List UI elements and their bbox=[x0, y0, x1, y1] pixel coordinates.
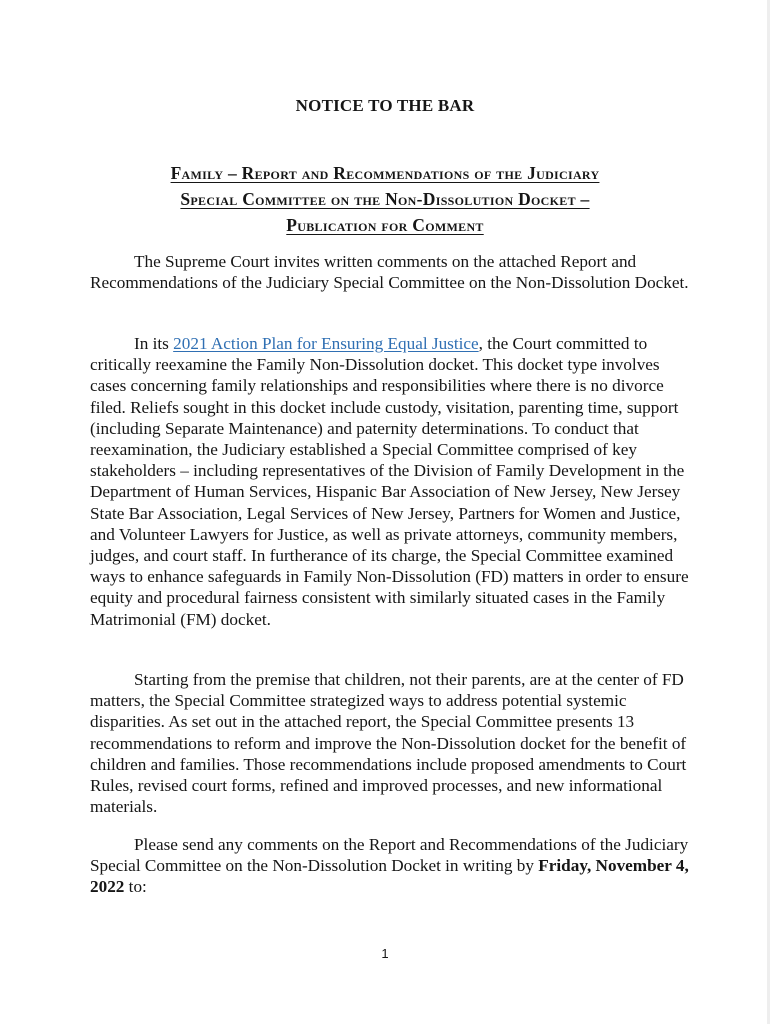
document-title bbox=[90, 160, 680, 238]
paragraph-4-text: Please send any comments on the Report and Recommendations of the Judiciary Special Committee on the Non-Dissolution Docket in writing by bbox=[90, 835, 689, 876]
paragraph-1-text: The Supreme Court invites written comments on the attached Report and Recommendations of the Judiciary Special Committee on the Non-Dissolution Docket. bbox=[90, 252, 689, 293]
title-line-2: Special Committee on the Non-Dissolution Docket – bbox=[180, 189, 590, 209]
paragraph-recommendations bbox=[90, 669, 690, 817]
paragraph-invitation bbox=[90, 251, 690, 293]
paragraph-comments bbox=[90, 834, 690, 898]
title-line-3: Publication for Comment bbox=[286, 215, 484, 235]
title-line-1: Family – Report and Recommendations of the Judiciary bbox=[170, 163, 600, 183]
paragraph-4-suffix: to: bbox=[124, 877, 147, 897]
comment-deadline: Friday, November 4, 2022 bbox=[90, 856, 689, 897]
notice-heading: NOTICE TO THE BAR bbox=[295, 96, 475, 115]
action-plan-link[interactable]: 2021 Action Plan for Ensuring Equal Justice bbox=[173, 334, 479, 353]
paragraph-2-text: , the Court committed to critically reexamine the Family Non-Dissolution docket. This docket type involves cases concerning family relationships and responsibilities where there is no divorce filed. Reliefs sought in this docket include custody, visitation, parenting time, support (including Separate Maintenance) and paternity determinations. To conduct that reexamination, the Judiciary established a Special Committee comprised of key stakeholders – including representatives of the Division of Family Development in the Department of Human Services, Hispanic Bar Association of New Jersey, New Jersey State Bar Association, Legal Services of New Jersey, Partners for Women and Justice, and Volunteer Lawyers for Justice, as well as private attorneys, community members, judges, and court staff. In furtherance of its charge, the Special Committee examined ways to enhance safeguards in Family Non-Dissolution (FD) matters in order to ensure equity and procedural fairness consistent with similarly situated cases in the Family Matrimonial (FM) docket. bbox=[90, 334, 689, 629]
paragraph-3-text: Starting from the premise that children, not their parents, are at the center of FD matters, the Special Committee strategized ways to address potential systemic disparities. As set out in the attached report, the Special Committee presents 13 recommendations to reform and improve the Non-Dissolution docket for the benefit of children and families. Those recommendations include proposed amendments to Court Rules, revised court forms, refined and improved processes, and new informational materials. bbox=[90, 670, 687, 817]
paragraph-2-lead: In its bbox=[134, 334, 174, 353]
page-number: 1 bbox=[381, 946, 389, 961]
paragraph-background bbox=[90, 333, 690, 630]
